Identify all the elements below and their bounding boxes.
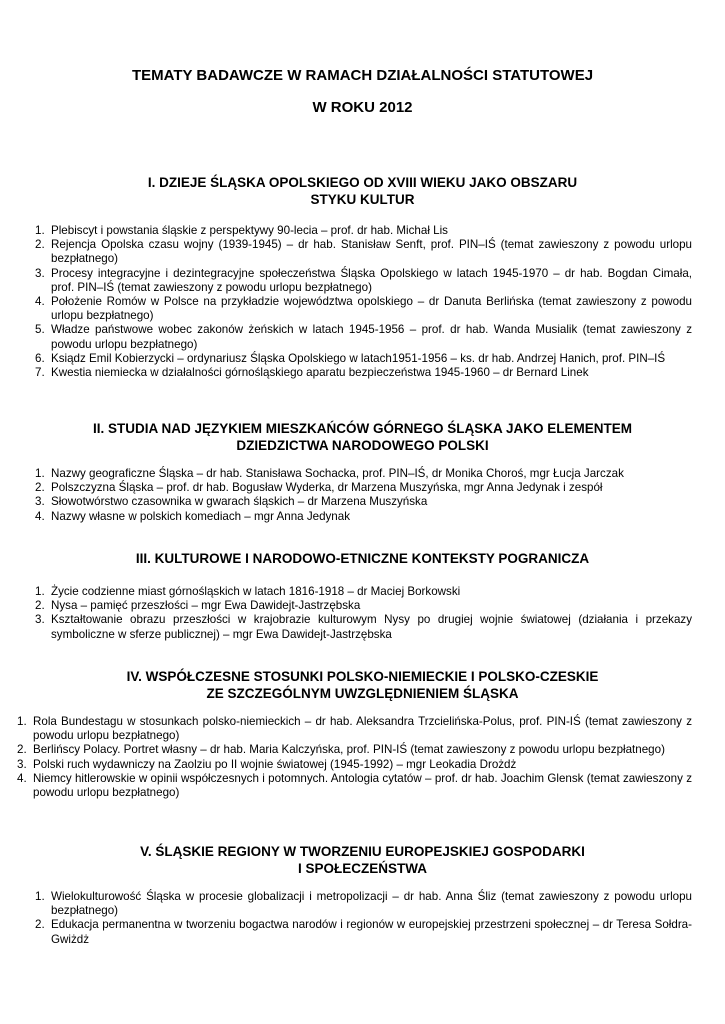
item-number: 2. — [17, 743, 27, 757]
list-item — [35, 323, 692, 351]
item-text: Nazwy geograficzne Śląska – dr hab. Stanisława Sochacka, prof. PIN–IŚ, dr Monika Choroś, mgr Łucja Jarczak — [51, 467, 624, 480]
section-1 — [0, 174, 725, 380]
section-heading-line-1: III. KULTUROWE I NARODOWO-ETNICZNE KONTEKSTY POGRANICZA — [135, 551, 590, 566]
section-heading — [0, 843, 725, 877]
document-title — [0, 66, 725, 118]
section-2 — [0, 420, 725, 524]
list-item — [35, 351, 692, 366]
item-number: 3. — [17, 757, 27, 771]
list-item — [35, 509, 692, 524]
item-number: 3. — [35, 266, 45, 280]
list-item — [17, 771, 692, 800]
item-text: Procesy integracyjne i dezintegracyjne społeczeństwa Śląska Opolskiego w latach 1945-1970 – dr hab. Bogdan Cimała, prof. PIN–IŚ (temat zawieszony z powodu urlopu bezpłatnego) — [51, 266, 692, 294]
item-number: 1. — [35, 224, 45, 237]
section-4 — [0, 668, 725, 800]
item-text: Rejencja Opolska czasu wojny (1939-1945) – dr hab. Stanisław Senft, prof. PIN–IŚ (temat zawieszony z powodu urlopu bezpłatnego) — [51, 238, 692, 266]
list-item — [35, 890, 692, 918]
section-heading-line-2: STYKU KULTUR — [310, 192, 415, 207]
item-number: 4. — [17, 771, 27, 785]
item-number: 1. — [17, 715, 27, 728]
list-item — [35, 495, 692, 509]
section-heading — [0, 174, 725, 208]
item-number: 2. — [35, 918, 45, 932]
item-text: Kształtowanie obrazu przeszłości w krajobrazie kulturowym Nysy po drugiej wojnie światowej (działania i przekazy symboliczne w sferze publicznej) – mgr Ewa Dawidejt-Jastrzębska — [51, 613, 692, 641]
item-number: 1. — [35, 585, 45, 598]
item-number: 1. — [35, 467, 45, 480]
section-heading — [0, 668, 725, 702]
item-text: Polszczyzna Śląska – prof. dr hab. Bogusław Wyderka, dr Marzena Muszyńska, mgr Anna Jedynak i zespół — [51, 481, 603, 495]
item-text: Niemcy hitlerowskie w opinii współczesnych i potomnych. Antologia cytatów – prof. dr hab. Joachim Glensk (temat zawieszony z powodu urlopu bezpłatnego) — [33, 771, 692, 800]
item-number: 2. — [35, 238, 45, 252]
item-text: Życie codzienne miast górnośląskich w latach 1816-1918 – dr Maciej Borkowski — [51, 585, 461, 598]
item-text: Polski ruch wydawniczy na Zaolziu po II wojnie światowej (1945-1992) – mgr Leokadia Drożdż — [33, 757, 517, 771]
item-number: 2. — [35, 599, 45, 613]
section-5 — [0, 843, 725, 947]
section-heading-line-2: DZIEDZICTWA NARODOWEGO POLSKI — [236, 438, 489, 453]
section-3 — [0, 550, 725, 642]
topic-list — [0, 890, 725, 947]
list-item — [35, 613, 692, 641]
item-text: Położenie Romów w Polsce na przykładzie województwa opolskiego – dr Danuta Berlińska (temat zawieszony z powodu urlopu bezpłatnego) — [51, 295, 692, 323]
list-item — [35, 295, 692, 323]
list-item — [35, 266, 692, 295]
item-text: Wielokulturowość Śląska w procesie globalizacji i metropolizacji – dr hab. Anna Śliz (temat zawieszony z powodu urlopu bezpłatnego) — [51, 890, 692, 918]
item-number: 7. — [35, 366, 45, 380]
list-item — [17, 715, 692, 743]
list-item — [17, 743, 692, 757]
topic-list — [0, 585, 725, 642]
item-text: Władze państwowe wobec zakonów żeńskich w latach 1945-1956 – prof. dr hab. Wanda Musialik (temat zawieszony z powodu urlopu bezpłatnego) — [51, 323, 692, 351]
list-item — [35, 224, 692, 238]
item-number: 1. — [35, 890, 45, 903]
item-number: 2. — [35, 481, 45, 495]
item-text: Berlińscy Polacy. Portret własny – dr hab. Maria Kalczyńska, prof. PIN-IŚ (temat zawieszony z powodu urlopu bezpłatnego) — [33, 743, 665, 757]
item-text: Nazwy własne w polskich komediach – mgr Anna Jedynak — [51, 509, 351, 523]
item-number: 3. — [35, 613, 45, 627]
section-heading-line-2: I SPOŁECZEŃSTWA — [297, 861, 427, 876]
item-number: 4. — [35, 295, 45, 309]
list-item — [35, 585, 692, 599]
item-text: Słowotwórstwo czasownika w gwarach śląskich – dr Marzena Muszyńska — [51, 495, 428, 509]
topic-list — [0, 715, 725, 800]
list-item — [35, 599, 692, 613]
list-item — [35, 481, 692, 495]
item-text: Plebiscyt i powstania śląskie z perspektywy 90-lecia – prof. dr hab. Michał Lis — [51, 224, 448, 237]
section-heading-line-1: I. DZIEJE ŚLĄSKA OPOLSKIEGO OD XVIII WIEKU JAKO OBSZARU — [147, 175, 578, 190]
section-heading-line-1: V. ŚLĄSKIE REGIONY W TWORZENIU EUROPEJSKIEJ GOSPODARKI — [140, 844, 585, 859]
item-text: Kwestia niemiecka w działalności górnośląskiego aparatu bezpieczeństwa 1945-1960 – dr Bernard Linek — [51, 366, 589, 380]
section-heading-line-1: IV. WSPÓŁCZESNE STOSUNKI POLSKO-NIEMIECKIE I POLSKO-CZESKIE — [126, 669, 599, 684]
title-line-1: TEMATY BADAWCZE W RAMACH DZIAŁALNOŚCI STATUTOWEJ — [131, 67, 594, 84]
item-number: 6. — [35, 351, 45, 365]
title-line-2: W ROKU 2012 — [312, 99, 413, 116]
item-text: Rola Bundestagu w stosunkach polsko-niemieckich – dr hab. Aleksandra Trzcielińska-Polus, prof. PIN-IŚ (temat zawieszony z powodu urlopu bezpłatnego) — [33, 715, 692, 743]
list-item — [35, 467, 692, 481]
item-text: Nysa – pamięć przeszłości – mgr Ewa Dawidejt-Jastrzębska — [51, 599, 361, 613]
section-heading-line-1: II. STUDIA NAD JĘZYKIEM MIESZKAŃCÓW GÓRNEGO ŚLĄSKA JAKO ELEMENTEM — [92, 421, 633, 436]
item-text: Edukacja permanentna w tworzeniu bogactwa narodów i regionów w europejskiej przestrzeni społecznej – dr Teresa Sołdra-Gwiżdż — [51, 918, 692, 946]
list-item — [17, 757, 692, 772]
section-heading-line-2: ZE SZCZEGÓLNYM UWZGLĘDNIENIEM ŚLĄSKA — [206, 686, 519, 701]
topic-list — [0, 467, 725, 524]
list-item — [35, 918, 692, 946]
item-number: 5. — [35, 323, 45, 337]
section-heading — [0, 420, 725, 454]
list-item — [35, 238, 692, 266]
item-text: Ksiądz Emil Kobierzycki – ordynariusz Śląska Opolskiego w latach1951-1956 – ks. dr hab. Andrzej Hanich, prof. PIN–IŚ — [51, 351, 666, 365]
item-number: 4. — [35, 509, 45, 523]
topic-list — [0, 224, 725, 380]
section-heading — [0, 550, 725, 567]
list-item — [35, 366, 692, 380]
item-number: 3. — [35, 495, 45, 509]
